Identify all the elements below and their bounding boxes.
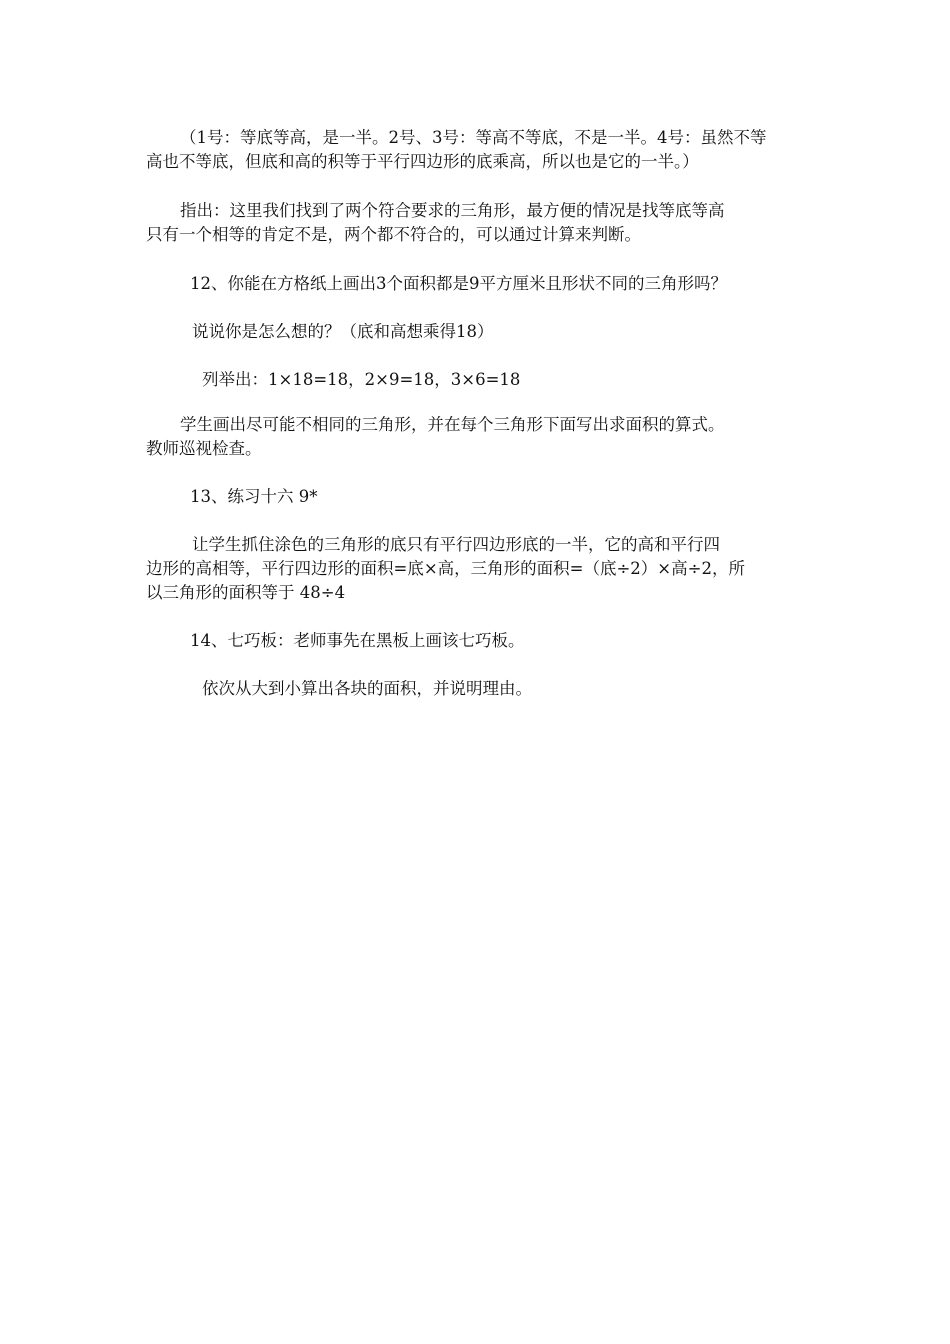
text-line: 13、练习十六 9* [190,487,318,506]
text-line: 14、七巧板：老师事先在黑板上画该七巧板。 [190,631,525,650]
text-line: 学生画出尽可能不相同的三角形，并在每个三角形下面写出求面积的算式。 [180,415,725,434]
paragraph-enumerate [146,368,816,392]
paragraph-question-13 [146,485,816,509]
text-line: 教师巡视检查。 [146,439,262,458]
text-line: 以三角形的面积等于 48÷4 [146,583,346,602]
paragraph-think [146,320,816,344]
text-line: （1号：等底等高，是一半。2号、3号：等高不等底，不是一半。4号：虽然不等 [180,128,767,147]
text-line: 指出：这里我们找到了两个符合要求的三角形，最方便的情况是找等底等高 [180,201,725,220]
paragraph-answer-explanation [146,126,816,174]
paragraph-triangle-area [146,533,816,605]
text-line: 列举出：1×18=18，2×9=18，3×6=18 [202,370,521,389]
paragraph-student-draw [146,413,816,461]
text-line: 12、你能在方格纸上画出3个面积都是9平方厘米且形状不同的三角形吗？ [190,274,727,293]
text-line: 边形的高相等，平行四边形的面积=底×高，三角形的面积=（底÷2）×高÷2，所 [146,559,745,578]
paragraph-tangram-areas [146,677,816,701]
text-line: 依次从大到小算出各块的面积，并说明理由。 [202,679,532,698]
text-line: 高也不等底，但底和高的积等于平行四边形的底乘高，所以也是它的一半。） [146,152,699,171]
paragraph-point-out [146,199,816,247]
paragraph-question-14 [146,629,816,653]
text-line: 只有一个相等的肯定不是，两个都不符合的，可以通过计算来判断。 [146,225,641,244]
text-line: 让学生抓住涂色的三角形的底只有平行四边形底的一半，它的高和平行四 [192,535,720,554]
paragraph-question-12 [146,272,816,296]
text-line: 说说你是怎么想的？（底和高想乘得18） [192,322,494,341]
